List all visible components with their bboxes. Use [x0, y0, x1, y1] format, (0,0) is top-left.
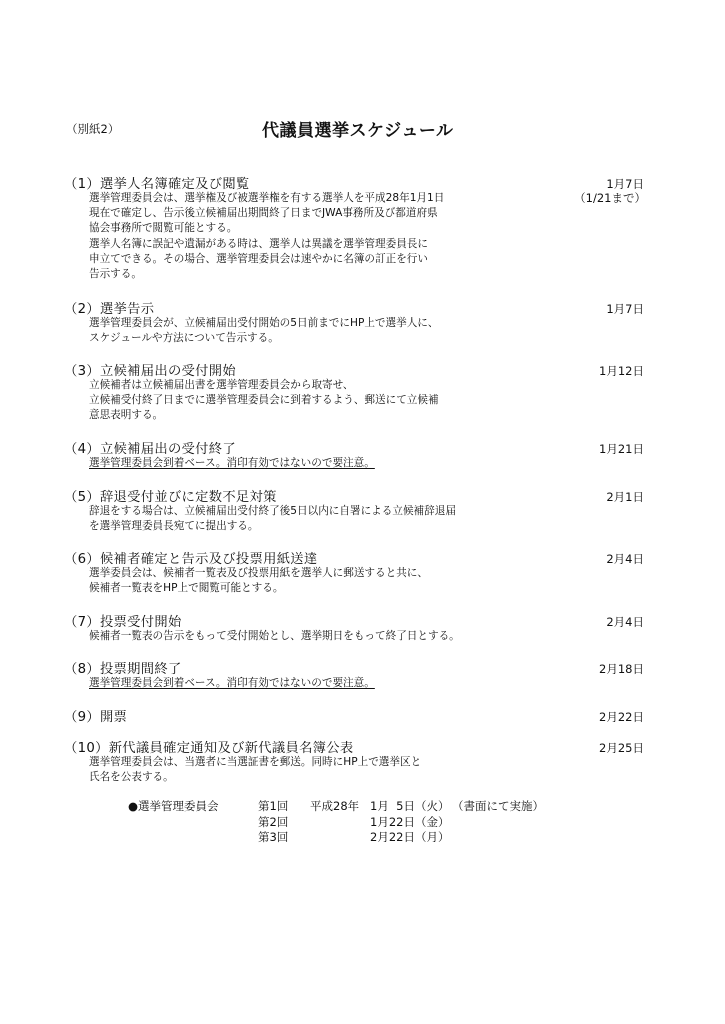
- section-body: [89, 191, 644, 282]
- schedule-section-9: [64, 706, 644, 724]
- section-body: [89, 456, 644, 471]
- section-body: [89, 378, 644, 424]
- schedule-section-6: [64, 548, 644, 596]
- body-line: 協会事務所で閲覧可能とする。: [89, 222, 238, 235]
- body-line: 選挙管理委員会は、当選者に当選証書を郵送。同時にHP上で選挙区と: [89, 756, 422, 768]
- section-date: 2月22日: [599, 710, 644, 724]
- body-line: 候補者一覧表をHP上で閲覧可能とする。: [89, 582, 284, 595]
- section-body: [89, 316, 644, 346]
- body-line: 申立てできる。その場合、選挙管理委員会は速やかに名簿の訂正を行い: [89, 252, 428, 265]
- meeting-date: 1月 5日（火）: [370, 799, 450, 813]
- section-heading: （7）投票受付開始: [64, 615, 182, 630]
- schedule-section-2: [64, 298, 644, 346]
- section-date: 2月1日: [606, 490, 644, 504]
- section-heading: （5）辞退受付並びに定数不足対策: [64, 490, 277, 505]
- section-date: 1月12日: [599, 364, 644, 378]
- body-line: を選挙管理委員長宛てに提出する。: [89, 520, 259, 533]
- schedule-section-5: [64, 486, 644, 534]
- meeting-era: [310, 830, 370, 846]
- body-line: 氏名を公表する。: [89, 771, 174, 784]
- body-line: 辞退をする場合は、立候補届出受付終了後5日以内に自署による立候補辞退届: [89, 505, 456, 517]
- body-line: 選挙委員会は、候補者一覧表及び投票用紙を選挙人に郵送すると共に、: [89, 567, 428, 579]
- section-body: [89, 504, 644, 534]
- section-heading: （1）選挙人名簿確定及び閲覧: [64, 177, 250, 192]
- schedule-section-10: [64, 737, 644, 785]
- body-line: 選挙人名簿に誤記や遺漏がある時は、選挙人は異議を選挙管理委員長に: [89, 237, 428, 250]
- section-date: 2月18日: [599, 662, 644, 676]
- schedule-section-8: [64, 658, 644, 691]
- meeting-number: 第1回: [258, 799, 289, 813]
- section-date: 2月4日: [606, 615, 644, 629]
- body-line: 意思表明する。: [89, 409, 164, 422]
- meeting-era: 平成28年: [310, 799, 360, 813]
- section-body: [89, 629, 644, 644]
- body-line: 告示する。: [89, 268, 142, 281]
- section-date: 1月21日: [599, 442, 644, 456]
- section-date: 2月4日: [606, 552, 644, 566]
- section-heading: （2）選挙告示: [64, 302, 155, 317]
- schedule-section-3: [64, 360, 644, 424]
- meeting-era: [310, 815, 370, 831]
- section-heading: （3）立候補届出の受付開始: [64, 364, 236, 379]
- meeting-number: 第3回: [258, 830, 289, 844]
- notice-underlined: 選挙管理委員会到着ベース。消印有効ではないので要注意。: [89, 457, 375, 469]
- section-body: [89, 676, 644, 691]
- section-heading: （8）投票期間終了: [64, 662, 182, 677]
- meeting-number: 第2回: [258, 814, 289, 829]
- section-heading: （9）開票: [64, 710, 128, 725]
- page-title: 代議員選挙スケジュール: [262, 121, 454, 141]
- body-line: 候補者一覧表の告示をもって受付開始とし、選挙期日をもって終了日とする。: [89, 630, 460, 642]
- schedule-section-7: [64, 611, 644, 644]
- meeting-date: 1月22日（金）: [370, 814, 450, 829]
- body-line: スケジュールや方法について告示する。: [89, 332, 279, 345]
- meeting-date: 2月22日（月）: [370, 830, 450, 844]
- body-line: 選挙管理委員会は、選挙権及び被選挙権を有する選挙人を平成28年1月1日: [89, 192, 445, 204]
- body-line: 選挙管理委員会が、立候補届出受付開始の5日前までにHP上で選挙人に、: [89, 317, 439, 329]
- section-body: [89, 755, 644, 785]
- section-heading: （4）立候補届出の受付終了: [64, 442, 236, 457]
- section-date: 1月7日: [606, 302, 644, 316]
- notice-underlined: 選挙管理委員会到着ベース。消印有効ではないので要注意。: [89, 677, 375, 689]
- schedule-section-4: [64, 438, 644, 471]
- section-date: 1月7日: [606, 177, 644, 191]
- section-date: 2月25日: [599, 741, 644, 755]
- meeting-row: [128, 799, 544, 815]
- schedule-section-1: [64, 173, 644, 282]
- section-heading: （10）新代議員確定通知及び新代議員名簿公表: [64, 741, 354, 756]
- body-line: 現在で確定し、告示後立候補届出期間終了日までJWA事務所及び都道府県: [89, 207, 438, 220]
- section-heading: （6）候補者確定と告示及び投票用紙送達: [64, 552, 318, 567]
- annex-label: （別紙2）: [66, 122, 120, 136]
- meeting-row: [128, 830, 544, 846]
- committee-meetings: [128, 799, 544, 846]
- meetings-label: ●選挙管理委員会: [128, 799, 219, 813]
- section-body: [89, 566, 644, 596]
- body-line: 立候補受付終了日までに選挙管理委員会に到着するよう、郵送にて立候補: [89, 394, 439, 407]
- meeting-row: [128, 815, 544, 831]
- section-sub-date: （1/21まで）: [574, 191, 646, 205]
- body-line: 立候補者は立候補届出書を選挙管理委員会から取寄せ、: [89, 379, 354, 391]
- meeting-note: （書面にて実施）: [452, 799, 544, 813]
